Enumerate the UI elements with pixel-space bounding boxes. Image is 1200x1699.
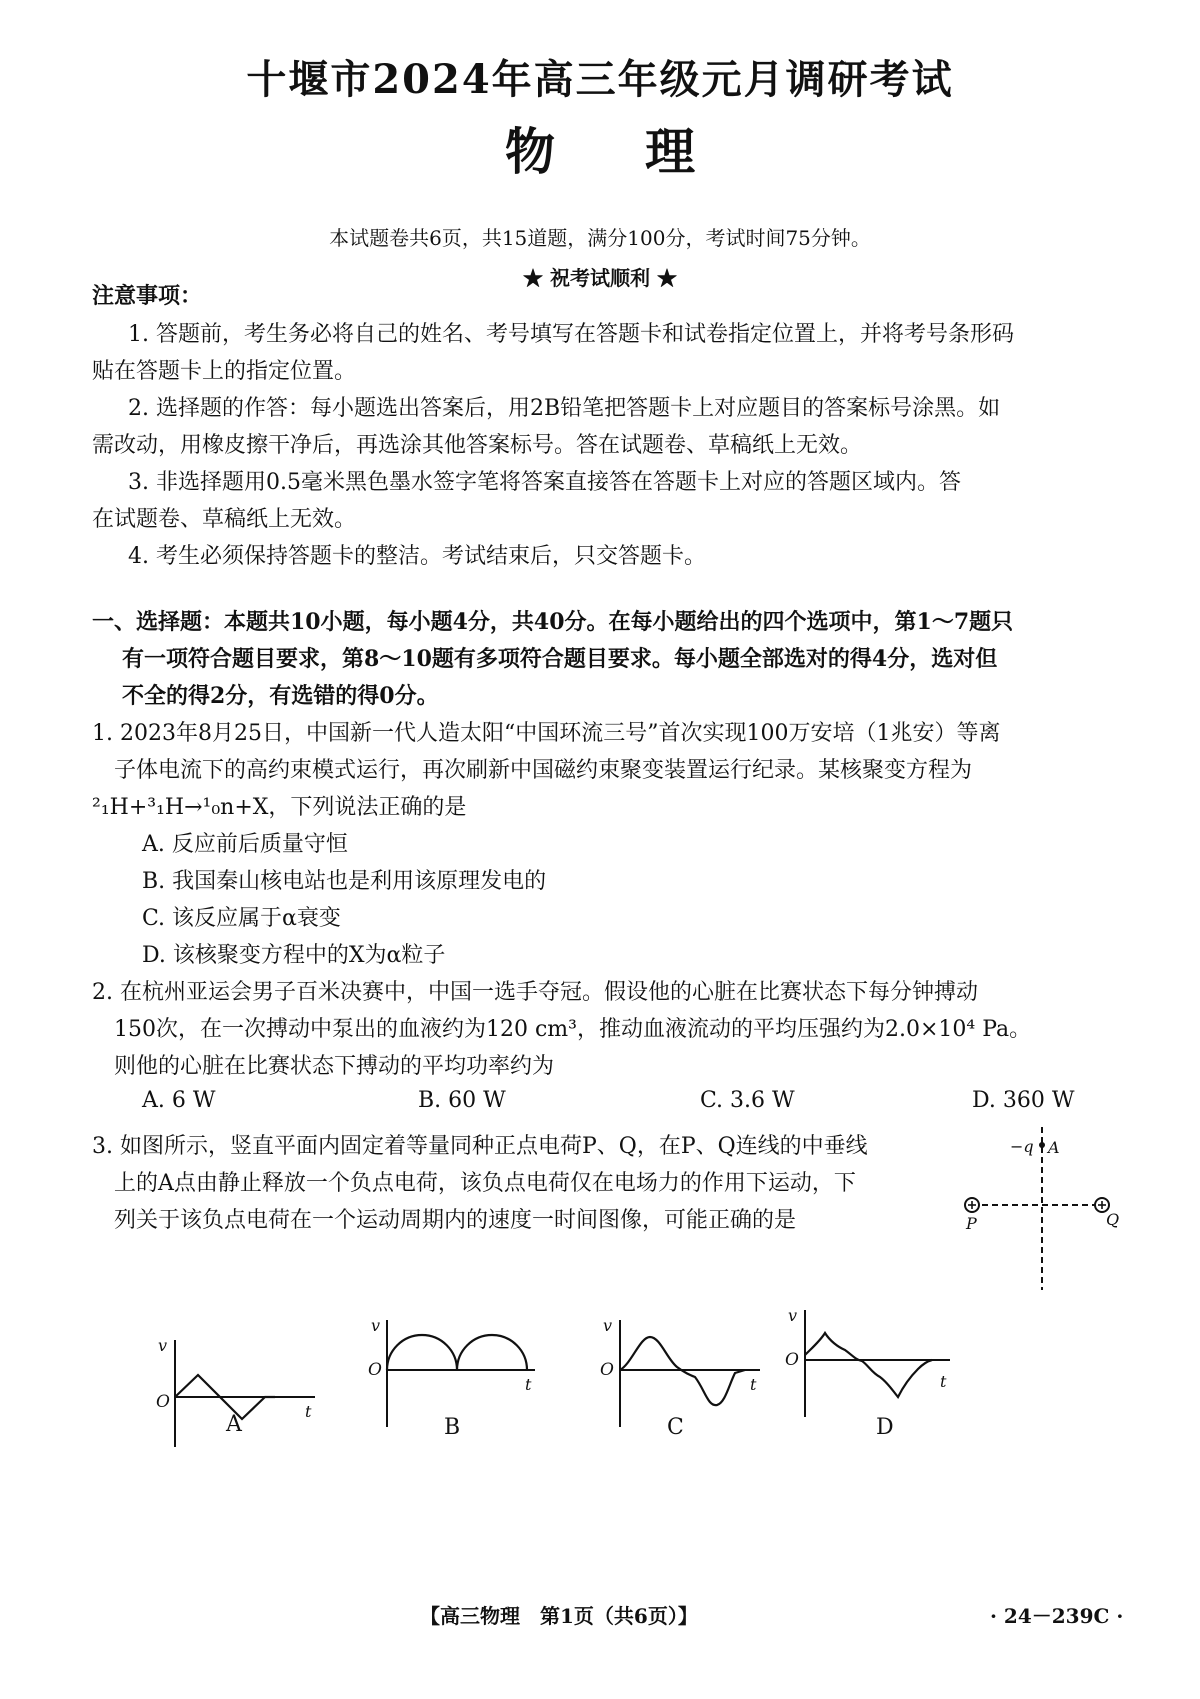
axis-v-label: v — [788, 1306, 798, 1325]
section1-line-2: 有一项符合题目要求，第8～10题有多项符合题目要求。每小题全部选对的得4分，选对但 — [122, 646, 998, 672]
q2-option-b: B. 60 W — [418, 1088, 506, 1113]
good-luck-line: ★ 祝考试顺利 ★ — [523, 266, 677, 290]
charge-p-icon — [965, 1198, 979, 1212]
axis-t-label: t — [525, 1375, 532, 1394]
notes-heading: 注意事项： — [92, 283, 203, 309]
q3-line-1: 3. 如图所示，竖直平面内固定着等量同种正点电荷P、Q，在P、Q连线的中垂线 — [92, 1134, 868, 1159]
axis-t-label: t — [305, 1402, 312, 1421]
origin-label: O — [368, 1360, 382, 1380]
charge-p-label: P — [966, 1214, 977, 1233]
q2-line-2: 150次，在一次搏动中泵出的血液约为120 cm³，推动血液流动的平均压强约为2.0×10⁴ Pa。 — [114, 1017, 1032, 1042]
q1-line-1: 1. 2023年8月25日，中国新一代人造太阳“中国环流三号”首次实现100万安培（1兆安）等离 — [92, 721, 1001, 746]
q1-option-a: A. 反应前后质量守恒 — [142, 832, 348, 857]
q1-line-2: 子体电流下的高约束模式运行，再次刷新中国磁约束聚变装置运行纪录。某核聚变方程为 — [114, 758, 973, 783]
graph-d — [780, 1305, 960, 1425]
origin-label: O — [156, 1392, 170, 1412]
paper-code: · 24－239C · — [990, 1604, 1124, 1628]
axis-v-label: v — [603, 1316, 613, 1335]
section1-line-1: 一、选择题：本题共10小题，每小题4分，共40分。在每小题给出的四个选项中，第1～7题只 — [92, 609, 1014, 635]
axis-t-label: t — [750, 1375, 757, 1394]
note-line-2: 贴在答题卡上的指定位置。 — [92, 359, 357, 384]
graph-c — [595, 1315, 775, 1435]
graph-b-label: B — [444, 1415, 461, 1440]
q1-option-b: B. 我国秦山核电站也是利用该原理发电的 — [142, 869, 547, 894]
q2-option-d: D. 360 W — [972, 1088, 1075, 1113]
note-line-5: 3. 非选择题用0.5毫米黑色墨水签字笔将答案直接答在答题卡上对应的答题区域内。答 — [128, 470, 961, 495]
axis-v-label: v — [158, 1336, 168, 1355]
graph-c-label: C — [667, 1415, 684, 1440]
q2-option-c: C. 3.6 W — [700, 1088, 795, 1113]
note-line-1: 1. 答题前，考生务必将自己的姓名、考号填写在答题卡和试卷指定位置上，并将考号条形码 — [128, 322, 1014, 347]
exam-title: 十堰市2024年高三年级元月调研考试 — [246, 56, 954, 103]
note-line-6: 在试题卷、草稿纸上无效。 — [92, 507, 357, 532]
page-footer: 【高三物理 第1页（共6页）】 — [420, 1604, 698, 1628]
graph-a-label: A — [226, 1412, 242, 1437]
axis-t-label: t — [940, 1372, 947, 1391]
q2-option-a: A. 6 W — [142, 1088, 216, 1113]
q1-option-c: C. 该反应属于α衰变 — [142, 906, 341, 931]
charge-q-label: Q — [1106, 1210, 1120, 1229]
origin-label: O — [785, 1350, 799, 1370]
q2-line-1: 2. 在杭州亚运会男子百米决赛中，中国一选手夺冠。假设他的心脏在比赛状态下每分钟搏动 — [92, 980, 978, 1005]
negative-charge-label: −q — [1010, 1137, 1034, 1156]
note-line-7: 4. 考生必须保持答题卡的整洁。考试结束后，只交答题卡。 — [128, 544, 706, 569]
q1-line-3: ²₁H+³₁H→¹₀n+X，下列说法正确的是 — [92, 795, 467, 820]
axis-v-label: v — [371, 1316, 381, 1335]
note-line-4: 需改动，用橡皮擦干净后，再选涂其他答案标号。答在试题卷、草稿纸上无效。 — [92, 433, 863, 458]
subject-title: 物理 — [505, 122, 785, 181]
q3-line-2: 上的A点由静止释放一个负点电荷，该负点电荷仅在电场力的作用下运动，下 — [114, 1171, 856, 1196]
q3-line-3: 列关于该负点电荷在一个运动周期内的速度一时间图像，可能正确的是 — [114, 1208, 797, 1233]
q2-line-3: 则他的心脏在比赛状态下搏动的平均功率约为 — [114, 1054, 555, 1079]
graph-a — [150, 1335, 325, 1455]
note-line-3: 2. 选择题的作答：每小题选出答案后，用2B铅笔把答题卡上对应题目的答案标号涂黑。如 — [128, 396, 1001, 421]
charge-figure — [960, 1125, 1120, 1295]
point-a-label: A — [1048, 1138, 1060, 1157]
graph-d-label: D — [876, 1415, 894, 1440]
q1-option-d: D. 该核聚变方程中的X为α粒子 — [142, 943, 446, 968]
exam-info: 本试题卷共6页，共15道题，满分100分，考试时间75分钟。 — [329, 226, 871, 250]
section1-line-3: 不全的得2分，有选错的得0分。 — [122, 683, 439, 709]
origin-label: O — [600, 1360, 614, 1380]
